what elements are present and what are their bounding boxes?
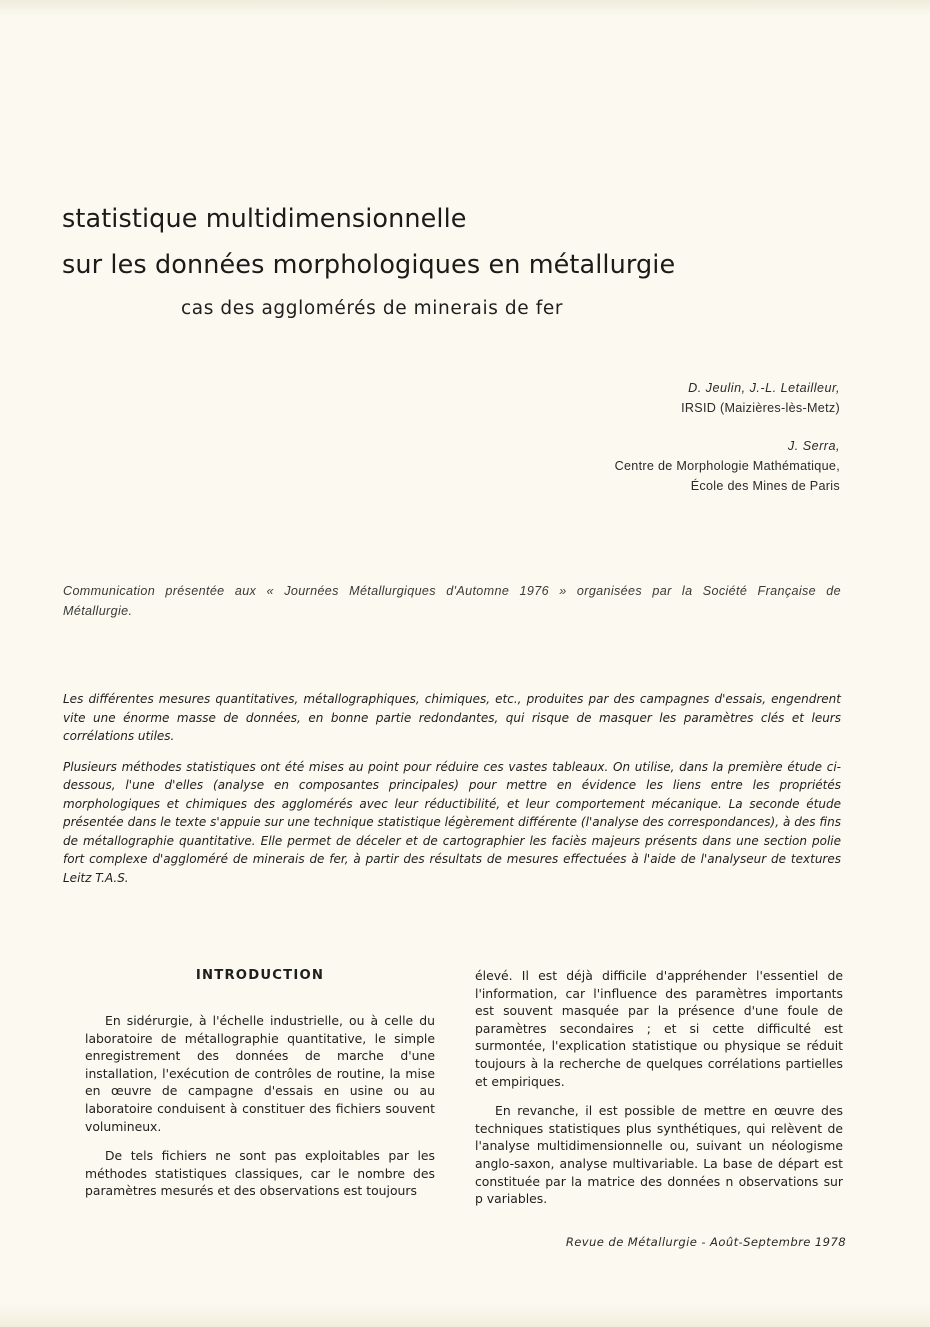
body-paragraph: En revanche, il est possible de mettre en œuvre des techniques statistiques plus synthétiques, qui relèvent de l'analyse multidimensionnelle ou, suivant un néologisme anglo-saxon, analyse multivariable. La base de départ est constituée par la matrice des données n observations sur p variables. — [475, 1103, 843, 1207]
author-group — [440, 436, 840, 496]
abstract-paragraph: Les différentes mesures quantitatives, métallographiques, chimiques, etc., produites par des campagnes d'essais, engendrent vite une énorme masse de données, en bonne partie redondantes, qui risque de masquer les paramètres clés et leurs corrélations utiles. — [63, 692, 841, 743]
scan-edge-top — [0, 0, 930, 16]
author-block — [440, 378, 840, 496]
author-affiliation: École des Mines de Paris — [690, 479, 840, 493]
author-group — [440, 378, 840, 418]
author-names: J. Serra, — [787, 439, 840, 453]
article-subtitle: cas des agglomérés de minerais de fer — [181, 298, 564, 319]
abstract — [63, 690, 841, 899]
abstract-paragraph: Plusieurs méthodes statistiques ont été mises au point pour réduire ces vastes tableaux. On utilise, dans la première étude ci-dessous, l'une d'elles (analyse en composantes principales) pour mettre en évidence les liens entre les propriétés morphologiques et chimiques des agglomérés avec leur réductibilité, et leur comportement mécanique. La seconde étude présentée dans le texte s'appuie sur une technique statistique légèrement différente (l'analyse des correspondances), à des fins de métallographie quantitative. Elle permet de déceler et de cartographier les faciès majeurs présents dans une section polie fort complexe d'aggloméré de minerais de fer, à partir des résultats de mesures effectuées à l'aide de l'analyseur de textures Leitz T.A.S. — [63, 759, 841, 885]
article-title-line-2: sur les données morphologiques en métallurgie — [62, 250, 676, 280]
author-affiliation: IRSID (Maizières-lès-Metz) — [681, 401, 840, 415]
body-column-right — [475, 967, 843, 1220]
body-paragraph: De tels fichiers ne sont pas exploitables par les méthodes statistiques classiques, car le nombre des paramètres mesurés et des observations est toujours — [85, 1148, 435, 1199]
body-column-left — [85, 965, 435, 1212]
page-footer: Revue de Métallurgie - Août-Septembre 1978 — [565, 1235, 846, 1249]
author-affiliation: Centre de Morphologie Mathématique, — [614, 459, 840, 473]
author-names: D. Jeulin, J.-L. Letailleur, — [688, 381, 840, 395]
scan-edge-bottom — [0, 1303, 930, 1327]
article-title — [62, 196, 675, 288]
section-heading-introduction: INTRODUCTION — [195, 968, 325, 983]
body-paragraph: élevé. Il est déjà difficile d'appréhender l'essentiel de l'information, car l'influence des paramètres importants est souvent masquée par la présence d'une foule de paramètres secondaires ; et si cette difficulté est surmontée, l'explication statistique ou physique se réduit toujours à la recherche de quelques corrélations partielles et empiriques. — [475, 968, 843, 1089]
body-paragraph: En sidérurgie, à l'échelle industrielle, ou à celle du laboratoire de métallographie quantitative, le simple enregistrement des données de marche d'une installation, l'exécution de contrôles de routine, la mise en œuvre de campagne d'essais en usine ou au laboratoire conduisent à constituer des fichiers souvent volumineux. — [85, 1013, 435, 1134]
communication-note: Communication présentée aux « Journées Métallurgiques d'Automne 1976 » organisées par la Société Française de Métallurgie. — [63, 584, 841, 618]
article-title-line-1: statistique multidimensionnelle — [62, 204, 467, 234]
